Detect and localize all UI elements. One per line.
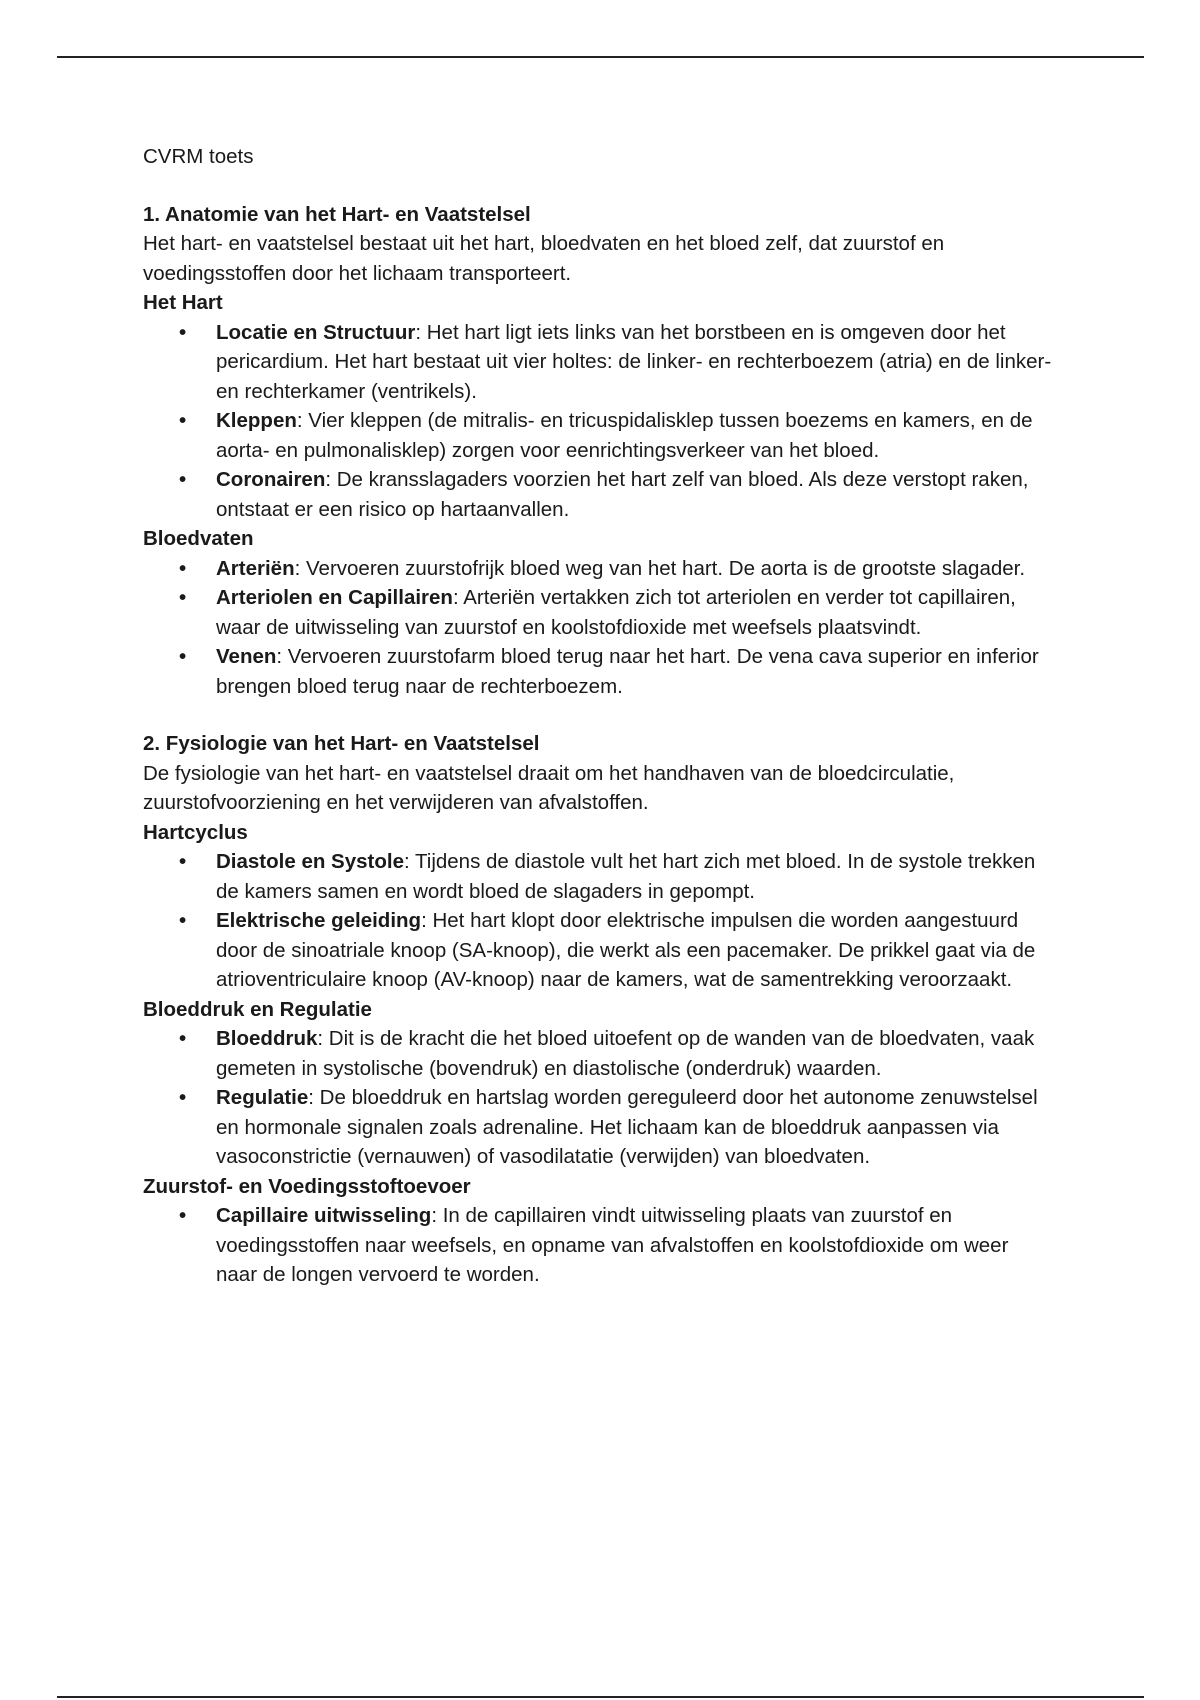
list-item-text: : Tijdens de diastole vult het hart zich met bloed. In de systole trekken de kamers samen en wordt bloed de slagaders in gepompt. xyxy=(216,850,1036,903)
bullet-list xyxy=(143,1024,1053,1172)
bullet-list xyxy=(143,847,1053,995)
list-item-term: Diastole en Systole xyxy=(216,850,404,873)
bullet-list xyxy=(143,1201,1053,1290)
list-item-term: Elektrische geleiding xyxy=(216,909,422,932)
list-item-term: Capillaire uitwisseling xyxy=(216,1204,432,1227)
document-title: CVRM toets xyxy=(143,145,254,168)
list-item xyxy=(143,554,1053,584)
list-item-text: : Vier kleppen (de mitralis- en tricuspidalisklep tussen boezems en kamers, en de aorta- en pulmonalisklep) zorgen voor eenrichtingsverkeer van het bloed. xyxy=(216,409,1033,462)
bullet-icon: • xyxy=(179,556,187,580)
list-item-term: Bloeddruk xyxy=(216,1027,318,1050)
list-item xyxy=(143,1201,1053,1290)
list-item-text: : Dit is de kracht die het bloed uitoefent op de wanden van de bloedvaten, vaak gemeten in systolische (bovendruk) en diastolische (onderdruk) waarden. xyxy=(216,1027,1035,1080)
bullet-list xyxy=(143,318,1053,525)
list-item-text: : Vervoeren zuurstofrijk bloed weg van het hart. De aorta is de grootste slagader. xyxy=(294,556,1026,580)
list-item-text: : In de capillairen vindt uitwisseling plaats van zuurstof en voedingsstoffen naar weefsels, en opname van afvalstoffen en koolstofdioxide om weer naar de longen vervoerd te worden. xyxy=(216,1204,1009,1286)
list-item xyxy=(143,1083,1053,1172)
list-item-term: Regulatie xyxy=(216,1086,309,1109)
document-body xyxy=(143,142,1053,1318)
list-item-text: : Het hart klopt door elektrische impulsen die worden aangestuurd door de sinoatriale knoop (SA-knoop), die werkt als een pacemaker. De prikkel gaat via de atrioventriculaire knoop (AV-knoop) naar de kamers, wat de samentrekking veroorzaakt. xyxy=(216,909,1036,991)
bullet-icon: • xyxy=(179,320,187,344)
list-item-term: Venen xyxy=(216,645,277,668)
list-item-term: Arteriën xyxy=(216,556,295,580)
header-rule xyxy=(57,56,1144,58)
subsection-heading: Bloedvaten xyxy=(143,527,254,550)
bullet-icon: • xyxy=(179,1086,187,1109)
list-item xyxy=(143,465,1053,524)
subsection-heading: Hartcyclus xyxy=(143,820,248,844)
bullet-icon: • xyxy=(179,645,187,668)
subsection-heading: Bloeddruk en Regulatie xyxy=(143,997,372,1021)
bullet-icon: • xyxy=(179,1204,187,1227)
list-item xyxy=(143,847,1053,906)
section-heading: 1. Anatomie van het Hart- en Vaatstelsel xyxy=(143,202,531,226)
section-fysiologie xyxy=(143,729,1053,1290)
list-item-term: Kleppen xyxy=(216,409,297,432)
list-item xyxy=(143,1024,1053,1083)
bullet-icon: • xyxy=(179,850,187,873)
list-item xyxy=(143,642,1053,701)
footer-rule xyxy=(57,1696,1144,1698)
list-item-text: : Arteriën vertakken zich tot arteriolen en verder tot capillairen, waar de uitwisseling van zuurstof en koolstofdioxide met weefsels plaatsvindt. xyxy=(216,586,1016,639)
list-item-text: : Vervoeren zuurstofarm bloed terug naar het hart. De vena cava superior en inferior brengen bloed terug naar de rechterboezem. xyxy=(216,645,1039,698)
bullet-icon: • xyxy=(179,409,187,432)
list-item-term: Arteriolen en Capillairen xyxy=(216,586,453,609)
list-item-text: : De bloeddruk en hartslag worden gereguleerd door het autonome zenuwstelsel en hormonale signalen zoals adrenaline. Het lichaam kan de bloeddruk aanpassen via vasoconstrictie (vernauwen) of vasodilatatie (verwijden) van bloedvaten. xyxy=(216,1086,1038,1168)
section-heading: 2. Fysiologie van het Hart- en Vaatstelsel xyxy=(143,732,540,755)
bullet-icon: • xyxy=(179,468,187,491)
subsection-heading: Zuurstof- en Voedingsstoftoevoer xyxy=(143,1174,471,1198)
list-item xyxy=(143,318,1053,407)
bullet-icon: • xyxy=(179,586,187,609)
list-item xyxy=(143,906,1053,995)
list-item-text: : Het hart ligt iets links van het borstbeen en is omgeven door het pericardium. Het hart bestaat uit vier holtes: de linker- en rechterboezem (atria) en de linker- en rechterkamer (ventrikels). xyxy=(216,320,1052,403)
bullet-icon: • xyxy=(179,909,187,932)
list-item xyxy=(143,406,1053,465)
section-intro: De fysiologie van het hart- en vaatstelsel draait om het handhaven van de bloedcirculatie, zuurstofvoorziening en het verwijderen van afvalstoffen. xyxy=(143,761,955,814)
list-item xyxy=(143,583,1053,642)
subsection-heading: Het Hart xyxy=(143,291,223,314)
list-item-text: : De kransslagaders voorzien het hart zelf van bloed. Als deze verstopt raken, ontstaat er een risico op hartaanvallen. xyxy=(216,468,1029,521)
bullet-list xyxy=(143,554,1053,702)
list-item-term: Locatie en Structuur xyxy=(216,320,416,344)
bullet-icon: • xyxy=(179,1027,187,1050)
section-anatomie xyxy=(143,200,1053,702)
section-intro: Het hart- en vaatstelsel bestaat uit het hart, bloedvaten en het bloed zelf, dat zuurstof en voedingsstoffen door het lichaam transporteert. xyxy=(143,232,945,285)
list-item-term: Coronairen xyxy=(216,468,326,491)
